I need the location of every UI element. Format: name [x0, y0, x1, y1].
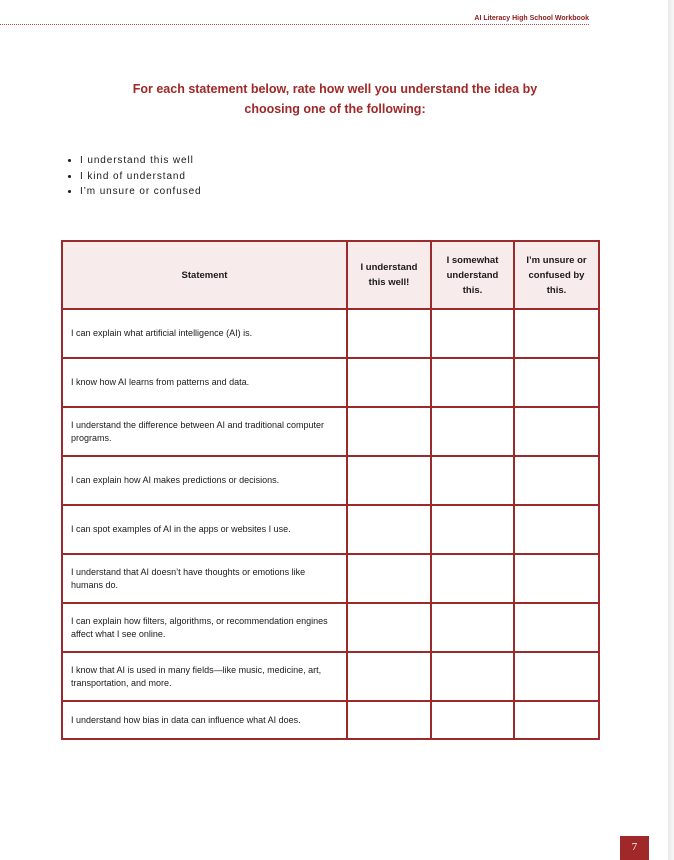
rating-options-list — [66, 153, 202, 200]
table-row — [62, 603, 599, 652]
header-somewhat-understand: I somewhat understand this. — [431, 241, 514, 309]
table-row — [62, 554, 599, 603]
statement-cell: I understand how bias in data can influence what AI does. — [62, 701, 347, 739]
option-unsure-confused: • I’m unsure or confused — [80, 184, 202, 200]
rating-cell-unsure[interactable] — [514, 603, 599, 652]
header-unsure-confused: I’m unsure or confused by this. — [514, 241, 599, 309]
rating-cell-well[interactable] — [347, 456, 431, 505]
page-edge-shadow — [668, 0, 674, 860]
statement-cell: I can explain how AI makes predictions or decisions. — [62, 456, 347, 505]
statement-cell: I understand the difference between AI and traditional computer programs. — [62, 407, 347, 456]
rating-cell-somewhat[interactable] — [431, 652, 514, 701]
header-rule — [0, 24, 589, 25]
header-understand-well: I understand this well! — [347, 241, 431, 309]
table-row — [62, 407, 599, 456]
statement-cell: I can explain how filters, algorithms, or recommendation engines affect what I see online. — [62, 603, 347, 652]
rating-cell-well[interactable] — [347, 652, 431, 701]
table-row — [62, 456, 599, 505]
rating-cell-well[interactable] — [347, 554, 431, 603]
table-row — [62, 309, 599, 358]
page-number-badge: 7 — [620, 836, 649, 860]
rating-cell-unsure[interactable] — [514, 456, 599, 505]
table-row — [62, 701, 599, 739]
table-row — [62, 358, 599, 407]
statement-cell: I know how AI learns from patterns and data. — [62, 358, 347, 407]
rating-cell-unsure[interactable] — [514, 358, 599, 407]
statement-cell: I understand that AI doesn’t have thoughts or emotions like humans do. — [62, 554, 347, 603]
rating-cell-somewhat[interactable] — [431, 358, 514, 407]
rating-cell-well[interactable] — [347, 603, 431, 652]
rating-cell-somewhat[interactable] — [431, 309, 514, 358]
running-head-title: AI Literacy High School Workbook — [474, 15, 589, 22]
rating-cell-somewhat[interactable] — [431, 701, 514, 739]
rating-cell-unsure[interactable] — [514, 701, 599, 739]
rating-cell-somewhat[interactable] — [431, 603, 514, 652]
option-kind-of-understand: • I kind of understand — [80, 169, 202, 185]
rating-cell-well[interactable] — [347, 309, 431, 358]
rating-cell-somewhat[interactable] — [431, 407, 514, 456]
rating-cell-somewhat[interactable] — [431, 554, 514, 603]
statement-cell: I know that AI is used in many fields—like music, medicine, art, transportation, and more. — [62, 652, 347, 701]
option-understand-well: • I understand this well — [80, 153, 202, 169]
table-header-row — [62, 241, 599, 309]
rating-cell-somewhat[interactable] — [431, 456, 514, 505]
table-row — [62, 505, 599, 554]
rating-cell-well[interactable] — [347, 358, 431, 407]
rating-cell-well[interactable] — [347, 407, 431, 456]
instruction-line-1: For each statement below, rate how well you understand the idea by — [132, 82, 538, 96]
self-rating-table — [61, 240, 600, 740]
rating-cell-unsure[interactable] — [514, 407, 599, 456]
rating-cell-unsure[interactable] — [514, 652, 599, 701]
rating-cell-unsure[interactable] — [514, 309, 599, 358]
table-row — [62, 652, 599, 701]
rating-cell-somewhat[interactable] — [431, 505, 514, 554]
rating-cell-unsure[interactable] — [514, 554, 599, 603]
statement-cell: I can spot examples of AI in the apps or websites I use. — [62, 505, 347, 554]
rating-cell-well[interactable] — [347, 701, 431, 739]
rating-cell-unsure[interactable] — [514, 505, 599, 554]
header-statement: Statement — [62, 241, 347, 309]
rating-cell-well[interactable] — [347, 505, 431, 554]
instruction-line-2: choosing one of the following: — [244, 102, 426, 116]
instruction-text — [120, 79, 550, 119]
statement-cell: I can explain what artificial intelligence (AI) is. — [62, 309, 347, 358]
